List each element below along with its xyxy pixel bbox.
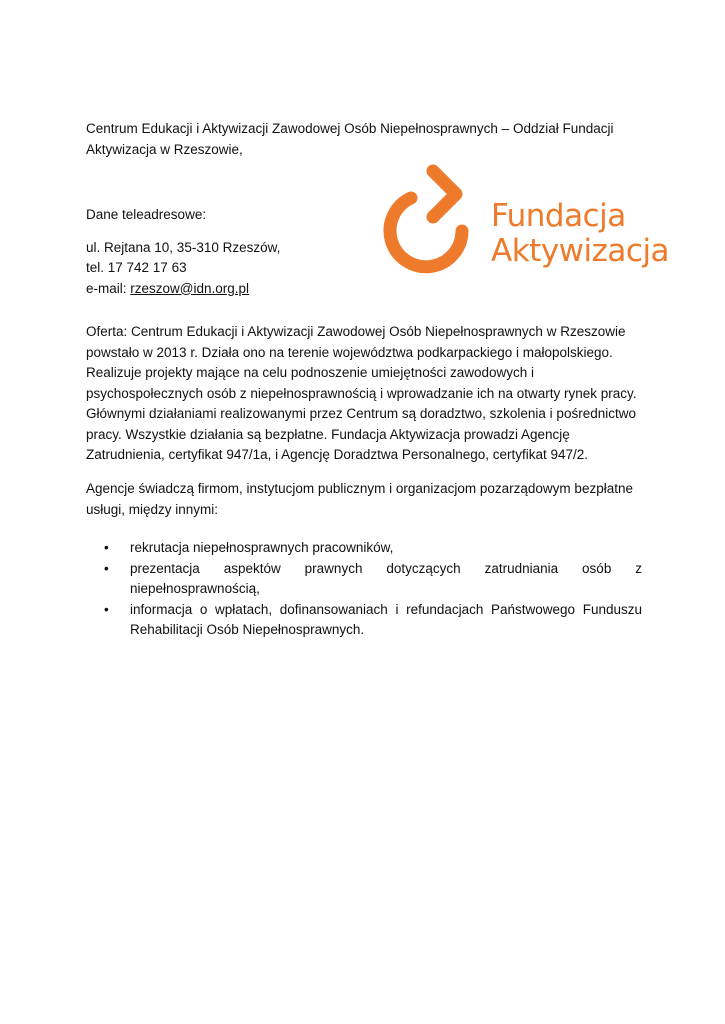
list-item [86, 559, 642, 600]
list-item [86, 600, 642, 641]
offer-paragraph: Oferta: Centrum Edukacji i Aktywizacji Zawodowej Osób Niepełnosprawnych w Rzeszowie powstało w 2013 r. Działa ono na terenie województwa podkarpackiego i małopolskiego. Realizuje projekty mające na celu podnoszenie umiejętności zawodowych i psychospołecznych osób z niepełnosprawnością i wprowadzanie ich na otwarty rynek pracy. Głównymi działaniami realizowanymi przez Centrum są doradztwo, szkolenia i pośrednictwo pracy. Wszystkie działania są bezpłatne. Fundacja Aktywizacja prowadzi Agencję Zatrudnienia, certyfikat 947/1a, i Agencję Doradztwa Personalnego, certyfikat 947/2. [86, 324, 637, 462]
logo-line-aktywizacja: Aktywizacja [491, 233, 670, 269]
list-item [86, 538, 642, 559]
email-line [86, 279, 386, 300]
contact-block [86, 205, 386, 299]
logo-wordmark [491, 199, 669, 269]
document-heading: Centrum Edukacji i Aktywizacji Zawodowej Osób Niepełnosprawnych – Oddział Fundacji Aktywizacja w Rzeszowie, [86, 121, 614, 157]
bullet-icon: • [104, 540, 109, 555]
phone-line: tel. 17 742 17 63 [86, 260, 187, 275]
contact-label: Dane teleadresowe: [86, 207, 207, 222]
email-prefix: e-mail: [86, 280, 131, 296]
services-list [86, 538, 642, 641]
address-line: ul. Rejtana 10, 35-310 Rzeszów, [86, 239, 281, 255]
agencies-paragraph: Agencje świadczą firmom, instytucjom publicznym i organizacjom pozarządowym bezpłatne usługi, między innymi: [86, 481, 633, 517]
list-item-text: informacja o wpłatach, dofinansowaniach i refundacjach Państwowego Funduszu Rehabilitacji Osób Niepełnosprawnych. [130, 601, 642, 637]
email-link[interactable]: rzeszow@idn.org.pl [130, 280, 250, 296]
fundacja-aktywizacja-logo [376, 163, 676, 283]
logo-line-fundacja: Fundacja [491, 198, 626, 234]
bullet-icon: • [104, 601, 109, 617]
bullet-icon: • [104, 560, 109, 576]
list-item-text: prezentacja aspektów prawnych dotyczących zatrudniania osób z niepełnosprawnością, [130, 560, 642, 596]
list-item-text: rekrutacja niepełnosprawnych pracowników, [130, 540, 394, 555]
circular-arrow-icon [376, 163, 476, 283]
